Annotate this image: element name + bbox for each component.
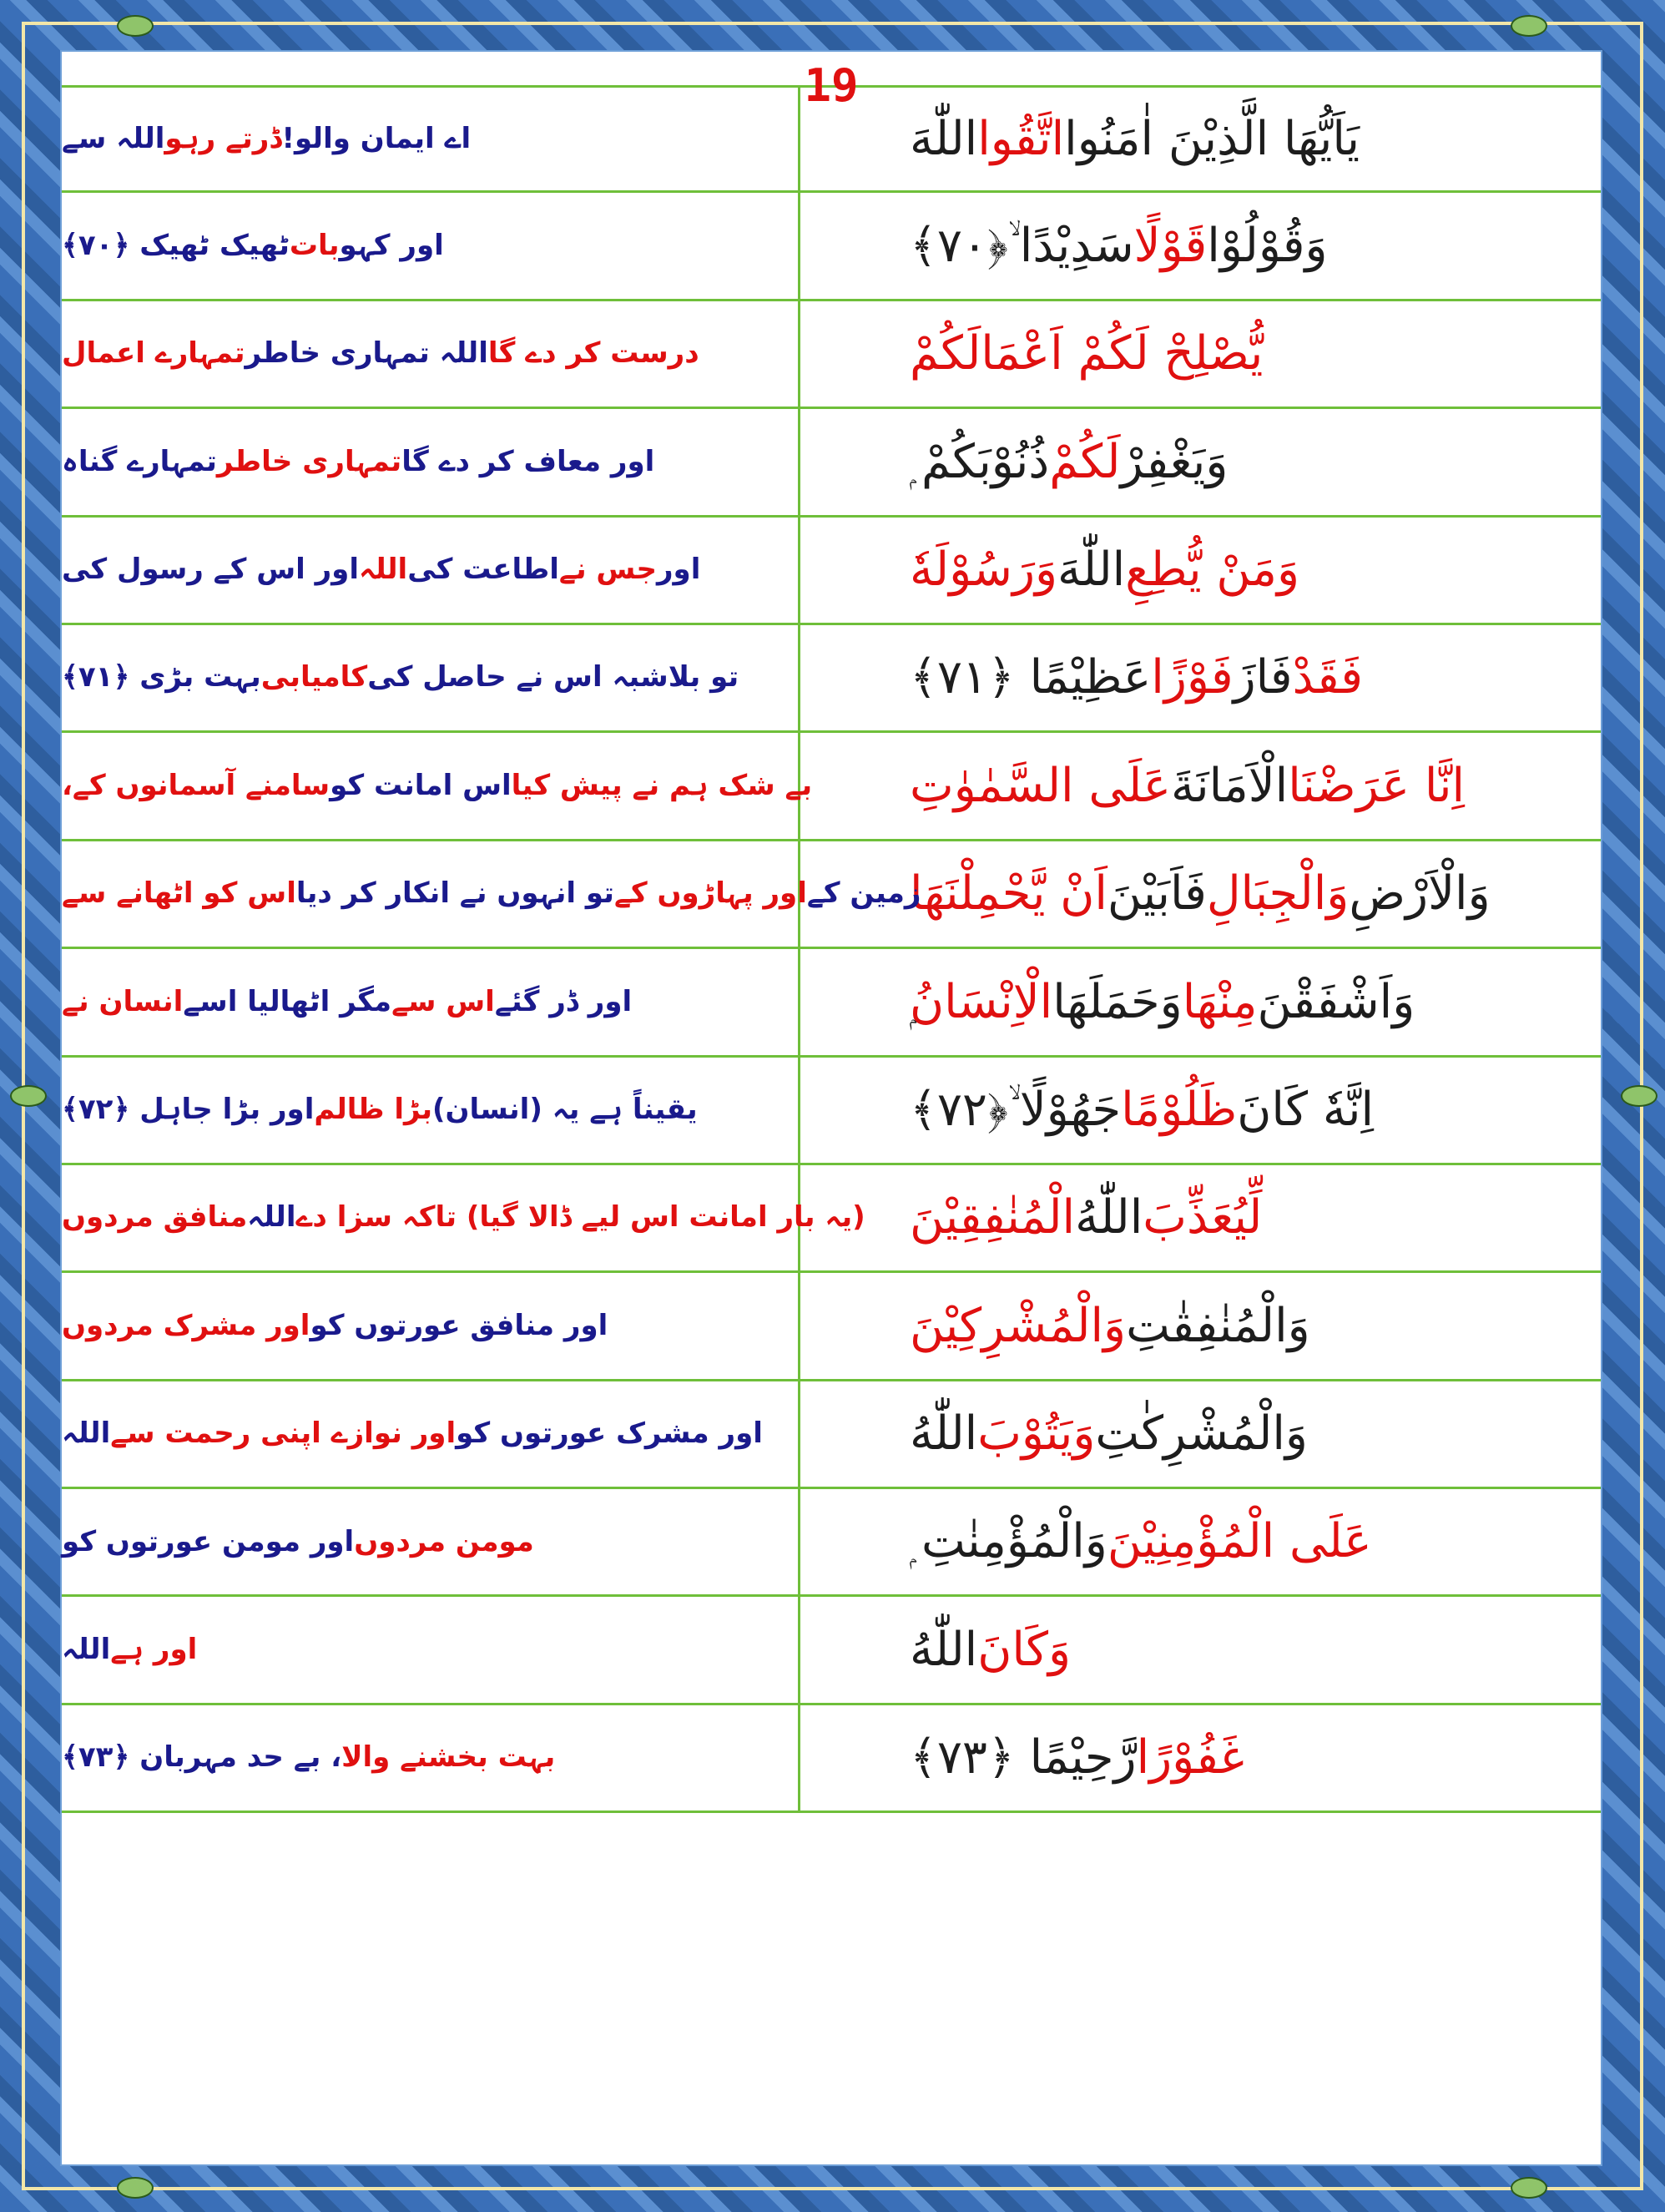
urdu-segment: ٹھیک ٹھیک ﴿۷۰﴾ (62, 228, 290, 262)
page-number: 19 (804, 59, 859, 112)
urdu-segment: اللہ تمہاری خاطر (245, 336, 488, 371)
arabic-segment: وَالْمُؤْمِنٰتِ ۭ (910, 1514, 1107, 1569)
arabic-segment: وَالْاَرْضِ (1349, 866, 1491, 922)
column-divider (798, 518, 800, 623)
ornament-top-left (117, 15, 154, 37)
urdu-segment: اور ڈر گئے (494, 984, 633, 1018)
arabic-segment: الْمُنٰفِقِيْنَ (910, 1190, 1076, 1245)
column-divider (798, 301, 800, 407)
arabic-verse-text (910, 1597, 1577, 1702)
arabic-segment: عَلَى الْمُؤْمِنِيْنَ (1107, 1514, 1372, 1569)
arabic-verse-text (910, 88, 1577, 190)
urdu-segment: درست کر دے گا (487, 336, 699, 371)
urdu-segment: جس نے (558, 553, 657, 587)
urdu-segment: بہت بخشنے والا (341, 1740, 556, 1775)
arabic-segment: وَيَتُوْبَ (977, 1406, 1096, 1462)
urdu-segment: اور ہے (110, 1632, 198, 1666)
urdu-segment: تمہارے اعمال (62, 336, 245, 371)
urdu-segment: سامنے آسمانوں کے، (62, 768, 330, 802)
urdu-segment: تمہاری خاطر (216, 444, 402, 478)
column-divider (798, 625, 800, 730)
arabic-segment: وَاَشْفَقْنَ (1257, 974, 1415, 1029)
verse-row (62, 1273, 1601, 1381)
verse-row (62, 1058, 1601, 1165)
urdu-segment: منافق مردوں (62, 1200, 248, 1235)
urdu-translation-text (62, 1273, 788, 1378)
column-divider (798, 1597, 800, 1702)
arabic-segment: لَكُمْ (1049, 434, 1121, 489)
urdu-segment: بے شک ہم نے پیش کیا (511, 768, 813, 802)
verse-row (62, 1489, 1601, 1597)
arabic-segment: وَرَسُوْلَهٗ (910, 542, 1058, 597)
verse-row (62, 409, 1601, 517)
arabic-verse-text (910, 1705, 1577, 1811)
verse-table (62, 85, 1601, 1813)
urdu-segment: اور منافق عورتوں کو (310, 1308, 608, 1342)
urdu-segment: اور بڑا جاہل ﴿۷۲﴾ (62, 1093, 315, 1127)
urdu-segment: اور نوازے اپنی رحمت سے (110, 1417, 457, 1451)
verse-row (62, 1597, 1601, 1704)
urdu-translation-text (62, 1165, 865, 1270)
arabic-segment: اَنْ يَّحْمِلْنَهَا (910, 866, 1107, 922)
column-divider (798, 1273, 800, 1378)
arabic-segment: عَلَى السَّمٰوٰتِ (910, 758, 1172, 813)
verse-row (62, 625, 1601, 733)
arabic-verse-text (910, 949, 1577, 1054)
urdu-segment: اور معاف کر دے گا (401, 444, 655, 478)
arabic-verse-text (910, 409, 1577, 514)
urdu-segment: کامیابی (260, 660, 368, 694)
arabic-segment: يُّصْلِحْ لَكُمْ اَعْمَالَكُمْ (910, 326, 1264, 381)
arabic-segment: وَالْمُنٰفِقٰتِ (1126, 1298, 1310, 1353)
column-divider (798, 409, 800, 514)
arabic-verse-text (910, 518, 1577, 623)
urdu-segment: تو بلاشبہ اس نے حاصل کی (367, 660, 739, 694)
verse-row (62, 1165, 1601, 1273)
arabic-segment: اللّٰهُ (910, 1406, 978, 1462)
urdu-segment: بڑا ظالم (314, 1093, 432, 1127)
urdu-translation-text (62, 949, 788, 1054)
arabic-verse-text (910, 193, 1577, 298)
urdu-segment: اس امانت کو (330, 768, 512, 802)
urdu-translation-text (62, 1705, 788, 1811)
urdu-segment: مومن مردوں (354, 1524, 534, 1558)
urdu-translation-text (62, 1597, 788, 1702)
arabic-segment: فَقَدْ (1292, 650, 1363, 705)
arabic-segment: اتَّقُوا (977, 111, 1065, 166)
verse-row (62, 1705, 1601, 1813)
arabic-segment: وَقُوْلُوْا (1207, 218, 1328, 273)
ornament-top-right (1511, 15, 1547, 37)
verse-row (62, 518, 1601, 625)
urdu-segment: اور مومن عورتوں کو (62, 1524, 355, 1558)
arabic-segment: لِّيُعَذِّبَ (1143, 1190, 1263, 1245)
arabic-segment: وَالْمُشْرِكٰتِ (1095, 1406, 1308, 1462)
urdu-translation-text (62, 841, 921, 947)
arabic-segment: اِنَّهٗ كَانَ (1237, 1082, 1375, 1137)
ornament-right-mid (1621, 1085, 1657, 1107)
column-divider (798, 1381, 800, 1487)
column-divider (798, 193, 800, 298)
arabic-segment: رَّحِيْمًا ﴿٧٣﴾ (910, 1730, 1137, 1785)
verse-row (62, 949, 1601, 1057)
urdu-translation-text (62, 733, 813, 838)
verse-row (62, 841, 1601, 949)
urdu-segment: اور اس کے رسول کی (62, 553, 359, 587)
arabic-segment: فَوْزًا (1151, 650, 1234, 705)
urdu-segment: اللہ (62, 1417, 111, 1451)
arabic-segment: غَفُوْرًا (1136, 1730, 1244, 1785)
urdu-segment: اللہ (358, 553, 408, 587)
urdu-segment: تو انہوں نے انکار کر دیا (295, 876, 614, 911)
translation-page (60, 50, 1602, 2166)
urdu-translation-text (62, 1489, 788, 1594)
arabic-segment: اللّٰهُ (910, 1622, 978, 1677)
arabic-segment: فَاَبَيْنَ (1107, 866, 1207, 922)
ornament-left-mid (10, 1085, 47, 1107)
arabic-segment: وَالْمُشْرِكِيْنَ (910, 1298, 1127, 1353)
arabic-verse-text (910, 733, 1577, 838)
urdu-translation-text (62, 1058, 788, 1163)
urdu-segment: اللہ (247, 1200, 296, 1235)
urdu-segment: اور (656, 553, 701, 587)
arabic-segment: اللّٰهَ (1057, 542, 1126, 597)
urdu-segment: (یہ بار امانت اس لیے ڈالا گیا) تاکہ سزا دے (295, 1200, 865, 1235)
verse-row (62, 301, 1601, 409)
urdu-segment: اس کو اٹھانے سے (62, 876, 296, 911)
column-divider (798, 88, 800, 190)
arabic-segment: اللّٰهَ (910, 111, 978, 166)
column-divider (798, 949, 800, 1054)
urdu-translation-text (62, 193, 788, 298)
urdu-translation-text (62, 625, 788, 730)
urdu-segment: اللہ (62, 1632, 111, 1666)
verse-row (62, 193, 1601, 300)
verse-row (62, 733, 1601, 841)
column-divider (798, 1489, 800, 1594)
arabic-segment: ظَلُوْمًا (1121, 1082, 1238, 1137)
urdu-segment: اور کہو (339, 228, 444, 262)
arabic-segment: فَازَ (1233, 650, 1293, 705)
urdu-translation-text (62, 409, 788, 514)
urdu-translation-text (62, 88, 788, 190)
arabic-segment: اللّٰهُ (1075, 1190, 1143, 1245)
arabic-segment: سَدِيْدًا ۙ﴿٧٠﴾ (910, 218, 1134, 273)
urdu-segment: اللہ سے (62, 122, 165, 155)
urdu-segment: تمہارے گناہ (62, 444, 217, 478)
arabic-segment: اِنَّا عَرَضْنَا (1288, 758, 1466, 813)
urdu-segment: اطاعت کی (407, 553, 559, 587)
arabic-segment: يَاَيُّهَا الَّذِيْنَ اٰمَنُوا (1064, 111, 1360, 166)
arabic-segment: وَكَانَ (977, 1622, 1072, 1677)
arabic-segment: ذُنُوْبَكُمْ ۭ (910, 434, 1050, 489)
arabic-verse-text (910, 301, 1577, 407)
urdu-segment: بہت بڑی ﴿۷۱﴾ (62, 660, 261, 694)
arabic-segment: الْاَمَانَةَ (1171, 758, 1289, 813)
urdu-segment: ڈرتے رہو (164, 122, 282, 155)
arabic-verse-text (910, 1381, 1577, 1487)
arabic-segment: وَالْجِبَالِ (1206, 866, 1350, 922)
urdu-segment: اور مشرک مردوں (62, 1308, 310, 1342)
arabic-verse-text (910, 841, 1577, 947)
arabic-verse-text (910, 1273, 1577, 1378)
column-divider (798, 1058, 800, 1163)
ornament-bottom-left (117, 2177, 154, 2199)
urdu-translation-text (62, 518, 788, 623)
arabic-verse-text (910, 625, 1577, 730)
arabic-segment: وَحَمَلَهَا (1052, 974, 1183, 1029)
column-divider (798, 1705, 800, 1811)
arabic-segment: الْاِنْسَانُ (910, 974, 1053, 1029)
arabic-verse-text (910, 1489, 1577, 1594)
verse-row (62, 1381, 1601, 1489)
urdu-segment: اس سے (391, 984, 495, 1018)
urdu-segment: اے ایمان والو! (281, 122, 472, 155)
arabic-segment: قَوْلًا (1133, 218, 1208, 273)
arabic-segment: وَيَغْفِرْ (1120, 434, 1229, 489)
urdu-segment: اور مشرک عورتوں کو (456, 1417, 763, 1451)
arabic-segment: عَظِيْمًا ﴿٧١﴾ (910, 650, 1152, 705)
urdu-segment: مگر اٹھالیا اسے (183, 984, 392, 1018)
urdu-segment: انسان نے (62, 984, 184, 1018)
urdu-segment: زمین کے (806, 876, 921, 911)
urdu-segment: ، بے حد مہربان ﴿۷۳﴾ (62, 1740, 342, 1775)
urdu-segment: یقیناً ہے یہ (انسان) (431, 1093, 698, 1127)
urdu-translation-text (62, 301, 788, 407)
arabic-segment: وَمَنْ يُّطِعِ (1125, 542, 1300, 597)
arabic-segment: مِنْهَا (1182, 974, 1258, 1029)
urdu-translation-text (62, 1381, 788, 1487)
urdu-segment: اور پہاڑوں کے (613, 876, 807, 911)
arabic-verse-text (910, 1165, 1577, 1270)
arabic-verse-text (910, 1058, 1577, 1163)
arabic-segment: جَهُوْلًا ۙ﴿٧٢﴾ (910, 1082, 1122, 1137)
ornament-bottom-right (1511, 2177, 1547, 2199)
urdu-segment: بات (289, 228, 340, 262)
